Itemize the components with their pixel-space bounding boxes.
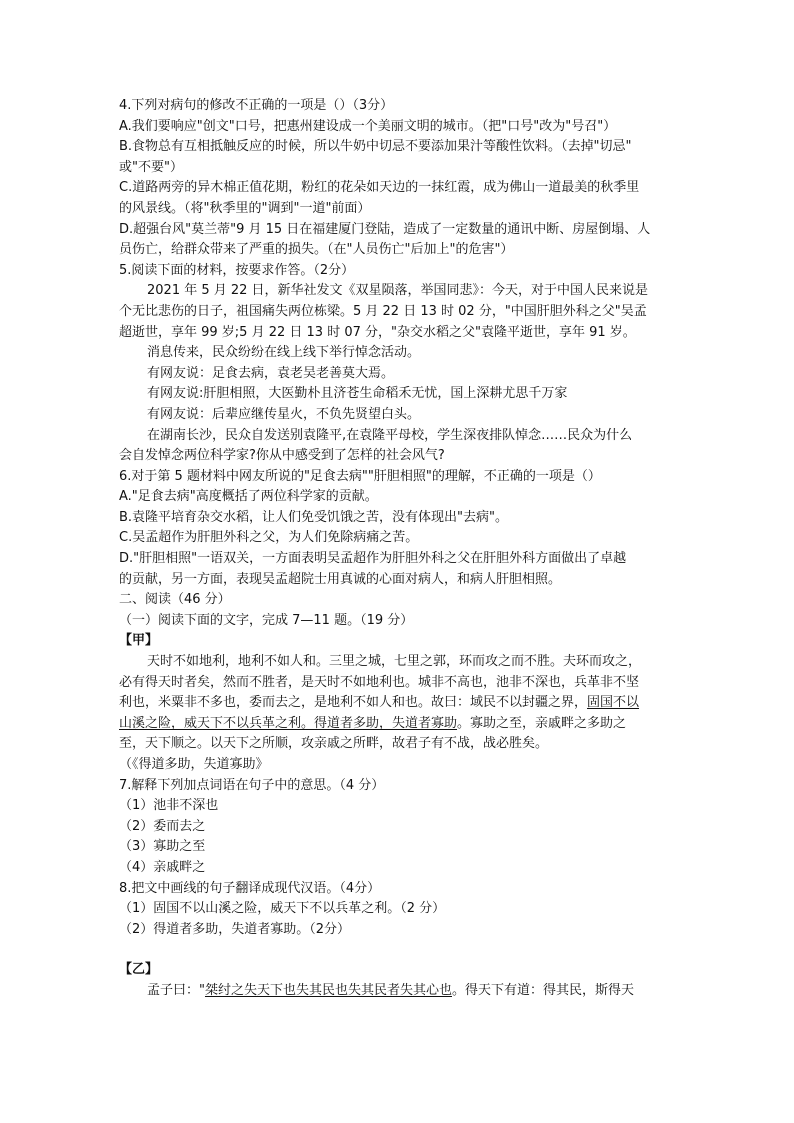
q5-para6-line1: 在湖南长沙，民众自发送别袁隆平,在袁隆平母校，学生深夜排队悼念……民众为什么 (147, 427, 633, 443)
passage-jia-line3 (119, 693, 679, 714)
underlined-sentence-yi: 桀纣之失天下也失其民也失其民者失其心也 (204, 982, 452, 998)
passage-jia-line3-text: 利也，米粟非不多也，委而去之，是地利不如人和也。故曰：域民不以封疆之界， (119, 695, 588, 711)
q8-stem: 8.把文中画线的句子翻译成现代汉语。（4分） (119, 880, 381, 896)
q8-item2: （2）得道者多助，失道者寡助。（2分） (119, 921, 351, 937)
q5-para1-line1: 2021 年 5 月 22 日，新华社发文《双星陨落，举国同悲》：今天，对于中国人民来说是 (147, 283, 649, 299)
q4-option-c-line2: 的风景线。（将"秋季里的"调到"一道"前面） (119, 200, 371, 216)
q4-option-d-line1: D.超强台风"莫兰蒂"9 月 15 日在福建厦门登陆，造成了一定数量的通讯中断、房屋倒塌、人 (119, 221, 651, 237)
q6-option-b: B.袁隆平培育杂交水稻，让人们免受饥饿之苦，没有体现出"去病"。 (119, 509, 509, 525)
q4-option-d-line2: 员伤亡，给群众带来了严重的损失。（在"人员伤亡"后加上"的危害"） (119, 242, 514, 258)
q4-option-a: A.我们要响应"创文"口号，把惠州建设成一个美丽文明的城市。（把"口号"改为"号召"） (119, 118, 617, 134)
passage-yi-line1 (119, 981, 679, 1002)
underlined-sentence-1-part2: 山溪之险，威天下不以兵革之利。 (119, 715, 315, 731)
passage-jia-line5: 至，天下顺之。以天下之所顺，攻亲戚之所畔，故君子有不战，战必胜矣。 (119, 736, 549, 752)
spacer (119, 940, 679, 960)
q8-item1: （1）固国不以山溪之险，威天下不以兵革之利。（2 分） (119, 901, 446, 917)
passage-yi-lead: 孟子曰：" (147, 982, 205, 998)
q5-para2: 消息传来，民众纷纷在线上线下举行悼念活动。 (147, 345, 421, 361)
q4-stem: 4.下列对病句的修改不正确的一项是（）（3分） (119, 98, 394, 113)
q6-option-d-line1: D."肝胆相照"一语双关，一方面表明吴孟超作为肝胆外科之父在肝胆外科方面做出了卓越 (119, 551, 627, 567)
passage-yi-label: 【乙】 (119, 962, 159, 978)
document-content (119, 96, 679, 1002)
q6-option-d-line2: 的贡献，另一方面，表现吴孟超院士用真诚的心面对病人，和病人肝胆相照。 (119, 571, 562, 587)
q7-item3: （3）寡助之至 (119, 839, 206, 855)
q5-para3: 有网友说：足食去病，袁老吴老善莫大焉。 (147, 365, 395, 381)
q5-para5: 有网友说：后辈应继传星火，不负先贤望白头。 (147, 406, 421, 422)
q5-para1-line2: 个无比悲伤的日子，祖国痛失两位栋梁。5 月 22 日 13 时 02 分，"中国肝胆外科之父"吴孟 (119, 303, 647, 319)
passage-jia-source: （《得道多助，失道寡助》 (119, 757, 269, 772)
section2-title: 二、阅读（46 分） (119, 592, 231, 608)
q7-item4: （4）亲戚畔之 (119, 859, 206, 875)
q5-stem: 5.阅读下面的材料，按要求作答。（2分） (119, 262, 355, 278)
q7-item2: （2）委而去之 (119, 818, 206, 834)
passage-jia-label: 【甲】 (119, 633, 159, 649)
q4-option-b-line1: B.食物总有互相抵触反应的时候，所以牛奶中切忌不要添加果汁等酸性饮料。（去掉"切忌" (119, 139, 632, 155)
q6-stem: 6.对于第 5 题材料中网友所说的"足食去病""肝胆相照"的理解，不正确的一项是（） (119, 468, 601, 484)
q5-para1-line3: 超逝世，享年 99 岁;5 月 22 日 13 时 07 分，"杂交水稻之父"袁隆平逝世，享年 91 岁。 (119, 324, 636, 340)
passage-jia-line4 (119, 714, 679, 735)
q7-item1: （1）池非不深也 (119, 798, 219, 814)
passage-jia-line4-text: 。寡助之至，亲戚畔之多助之 (457, 715, 627, 731)
q5-para4: 有网友说:肝胆相照，大医勤朴且济苍生命稻禾无忧，国上深耕尤思千万家 (147, 386, 568, 402)
underlined-sentence-2: 得道者多助，失道者寡助 (314, 715, 458, 731)
passage-jia-line1: 天时不如地利，地利不如人和。三里之城，七里之郭，环而攻之而不胜。夫环而攻之， (147, 654, 642, 670)
q5-para6-line2: 会自发悼念两位科学家?你从中感受到了怎样的社会风气? (119, 448, 445, 464)
q7-stem: 7.解释下列加点词语在句子中的意思。（4 分） (119, 777, 385, 793)
underlined-sentence-1-part1: 固国不以 (587, 695, 640, 711)
q6-option-a: A."足食去病"高度概括了两位科学家的贡献。 (119, 489, 378, 505)
section2-subtitle: （一）阅读下面的文字，完成 7—11 题。（19 分） (119, 612, 414, 628)
passage-jia-line2: 必有得天时者矣，然而不胜者，是天时不如地利也。城非不高也，池非不深也，兵革非不坚 (119, 674, 640, 690)
passage-yi-rest: 。得天下有道：得其民，斯得天 (452, 982, 635, 998)
q4-option-c-line1: C.道路两旁的异木棉正值花期，粉红的花朵如天边的一抹红霞，成为佛山一道最美的秋季里 (119, 180, 640, 196)
q6-option-c: C.吴孟超作为肝胆外科之父，为人们免除病痛之苦。 (119, 530, 419, 546)
q4-option-b-line2: 或"不要"） (119, 159, 183, 175)
